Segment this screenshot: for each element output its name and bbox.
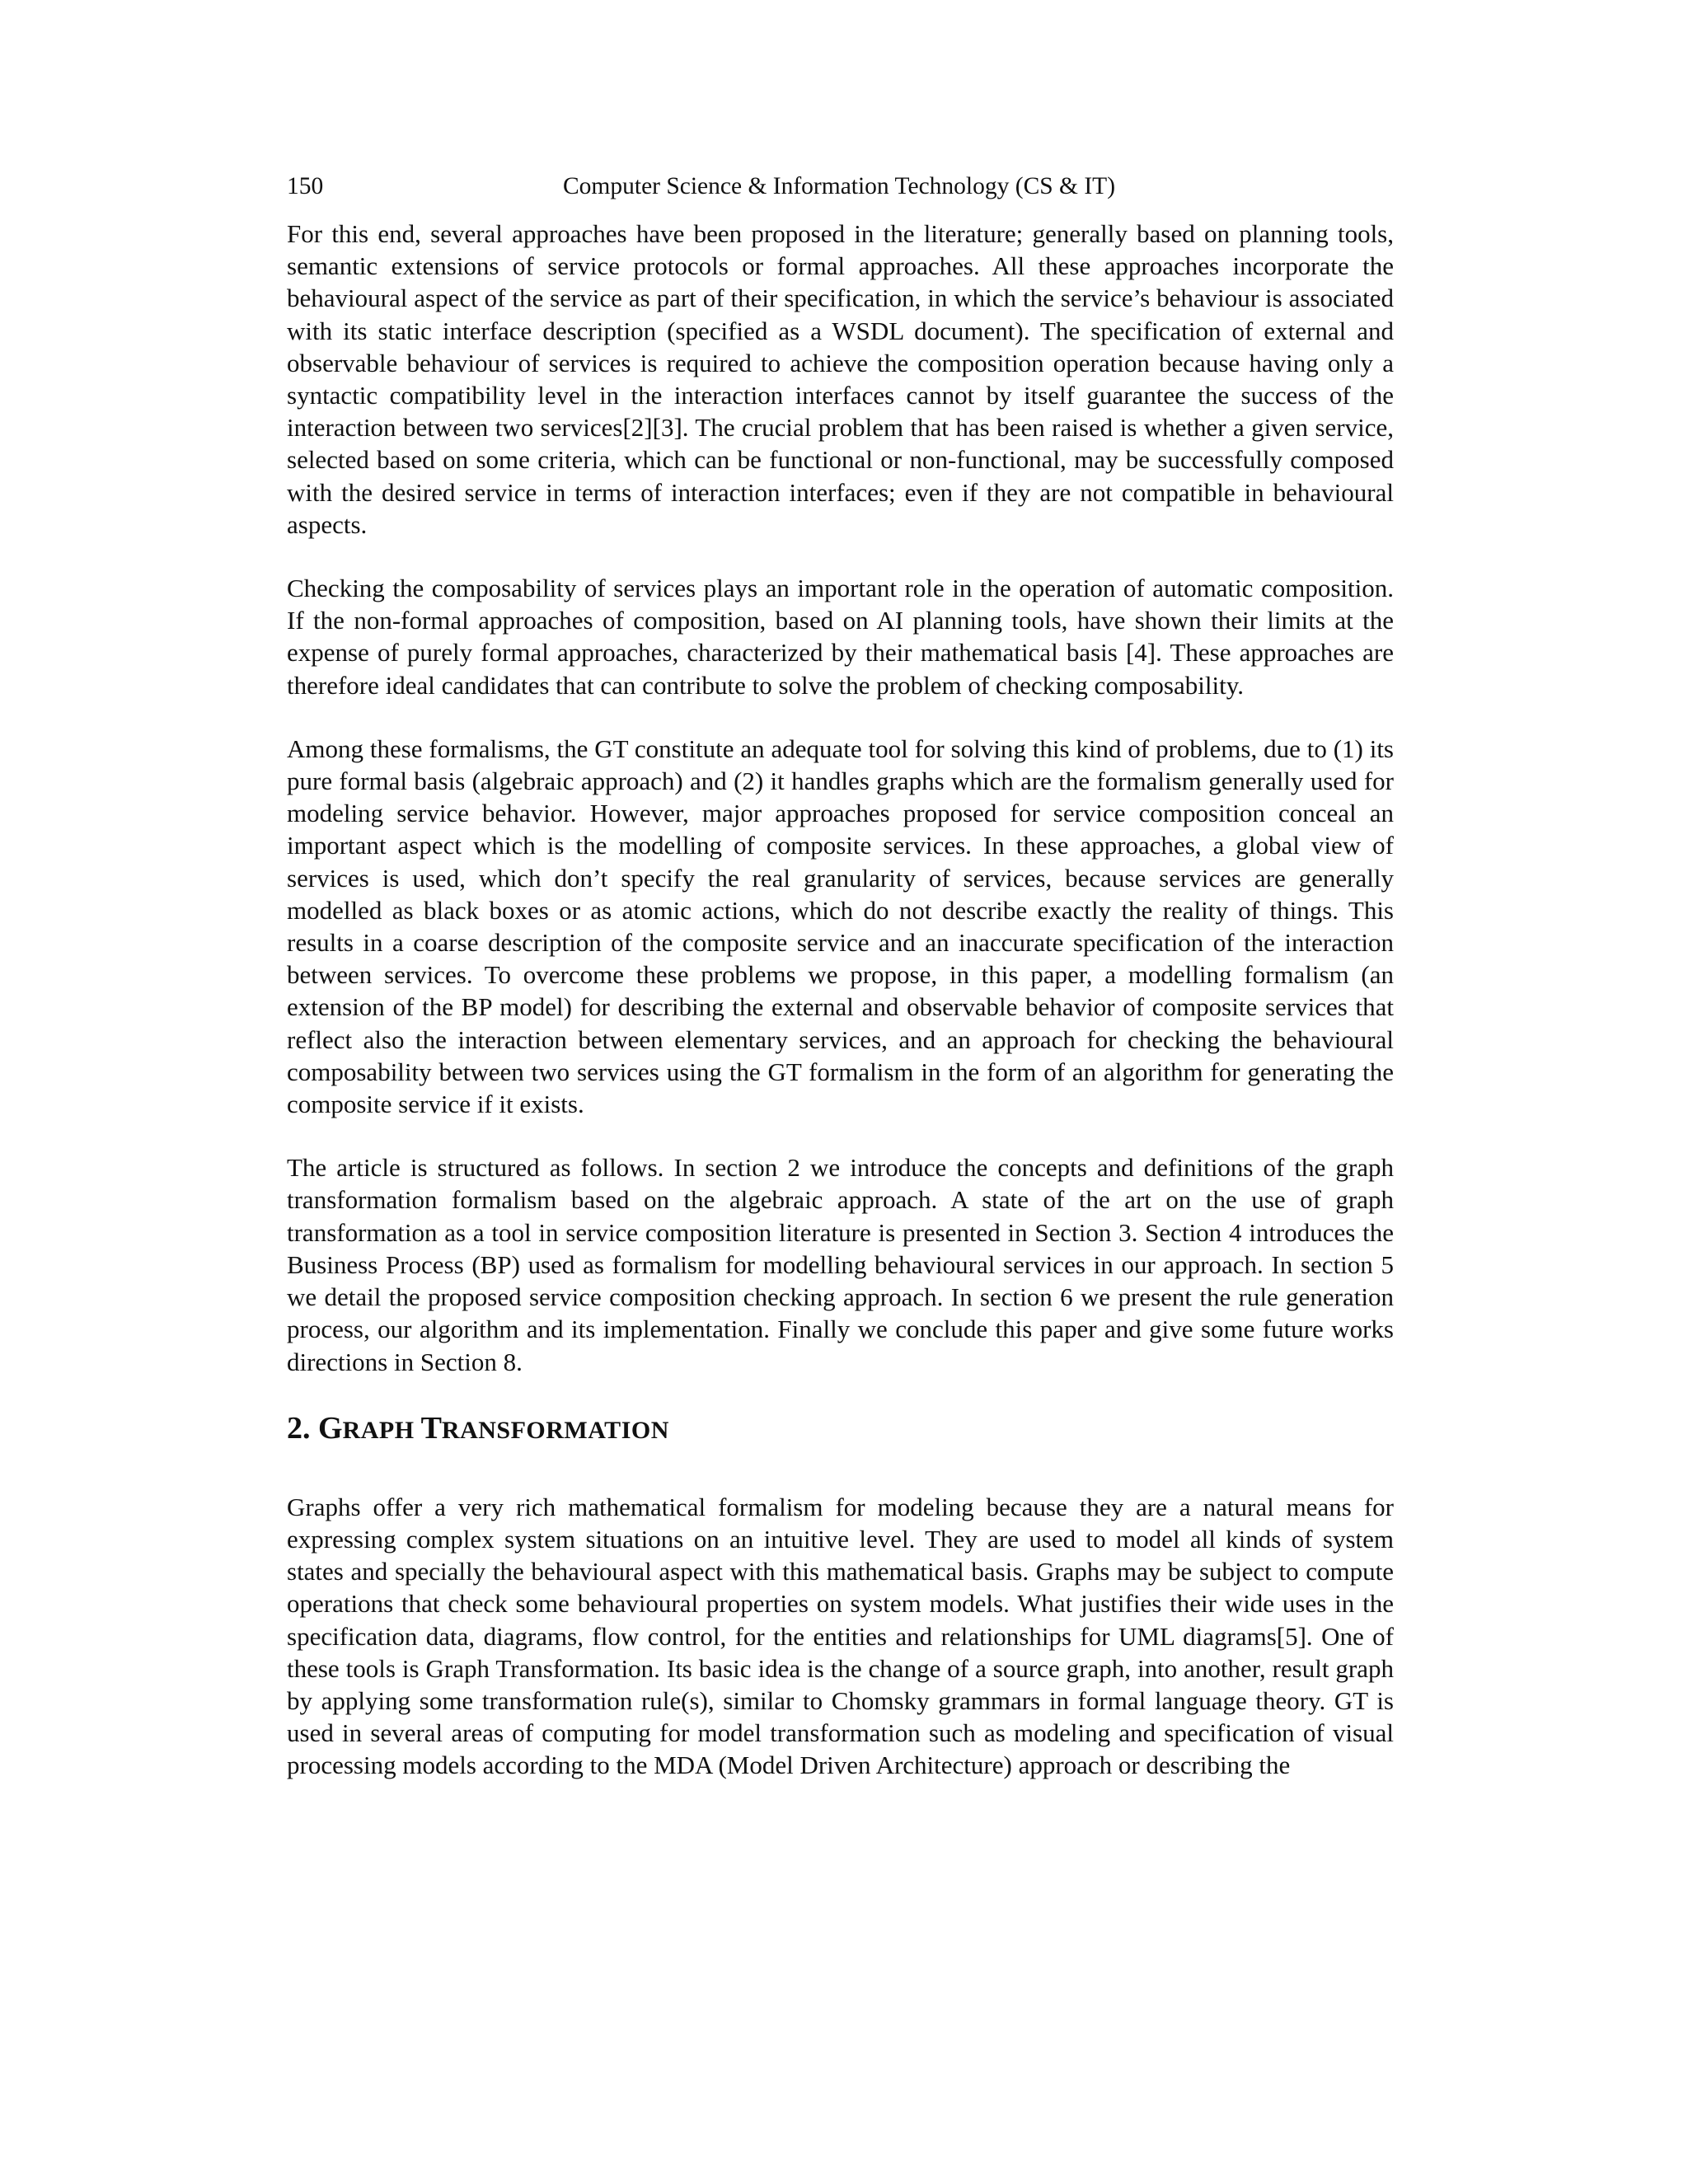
journal-title: Computer Science & Information Technology (CS & IT) xyxy=(563,173,1116,199)
section-title-initial-t: T xyxy=(420,1410,442,1446)
paragraph-graphs: Graphs offer a very rich mathematical formalism for modeling because they are a natural means for expressing complex system situations on an intuitive level. They are used to model all kinds of system states and specially the behavioural aspect with this mathematical basis. Graphs may be subject to compute operations that check some behavioural properties on system models. What justifies their wide uses in the specification data, diagrams, flow control, for the entities and relationships for UML diagrams[5]. One of these tools is Graph Transformation. Its basic idea is the change of a source graph, into another, result graph by applying some transformation rule(s), similar to Chomsky grammars in formal language theory. GT is used in several areas of computing for model transformation such as modeling and specification of visual processing models according to the MDA (Model Driven Architecture) approach or describing the xyxy=(287,1492,1394,1780)
section-title-raph: RAPH xyxy=(342,1416,421,1444)
page-number: 150 xyxy=(287,173,324,199)
body-text xyxy=(287,218,1394,1813)
paragraph-formalisms: Among these formalisms, the GT constitute an adequate tool for solving this kind of problems, due to (1) its pure formal basis (algebraic approach) and (2) it handles graphs which are the formalism generally used for modeling service behavior. However, major approaches proposed for service composition conceal an important aspect which is the modelling of composite services. In these approaches, a global view of services is used, which don’t specify the real granularity of services, because services are generally modelled as black boxes or as atomic actions, which do not describe exactly the reality of things. This results in a coarse description of the composite service and an inaccurate specification of the interaction between services. To overcome these problems we propose, in this paper, a modelling formalism (an extension of the BP model) for describing the external and observable behavior of composite services that reflect also the interaction between elementary services, and an approach for checking the behavioural composability between two services using the GT formalism in the form of an algorithm for generating the composite service if it exists. xyxy=(287,733,1394,1119)
section-number: 2. xyxy=(287,1410,318,1446)
section-heading xyxy=(287,1409,1394,1450)
section-title-ransformation: RANSFORMATION xyxy=(441,1416,669,1444)
paragraph-structure: The article is structured as follows. In section 2 we introduce the concepts and definitions of the graph transformation formalism based on the algebraic approach. A state of the art on the use of graph transformation as a tool in service composition literature is presented in Section 3. Section 4 introduces the Business Process (BP) used as formalism for modelling behavioural services in our approach. In section 5 we detail the proposed service composition checking approach. In section 6 we present the rule generation process, our algorithm and its implementation. Finally we conclude this paper and give some future works directions in Section 8. xyxy=(287,1153,1394,1376)
section-title-initial-g: G xyxy=(318,1410,343,1446)
paragraph-approaches: For this end, several approaches have been proposed in the literature; generally based on planning tools, semantic extensions of service protocols or formal approaches. All these approaches incorporate the behavioural aspect of the service as part of their specification, in which the service’s behaviour is associated with its static interface description (specified as a WSDL document). The specification of external and observable behaviour of services is required to achieve the composition operation because having only a syntactic compatibility level in the interaction interfaces cannot by itself guarantee the success of the interaction between two services[2][3]. The crucial problem that has been raised is whether a given service, selected based on some criteria, which can be functional or non-functional, may be successfully composed with the desired service in terms of interaction interfaces; even if they are not compatible in behavioural aspects. xyxy=(287,219,1394,539)
paragraph-composability: Checking the composability of services plays an important role in the operation of automatic composition. If the non-formal approaches of composition, based on AI planning tools, have shown their limits at the expense of purely formal approaches, characterized by their mathematical basis [4]. These approaches are therefore ideal candidates that can contribute to solve the problem of checking composability. xyxy=(287,574,1394,700)
running-header xyxy=(287,170,1394,203)
